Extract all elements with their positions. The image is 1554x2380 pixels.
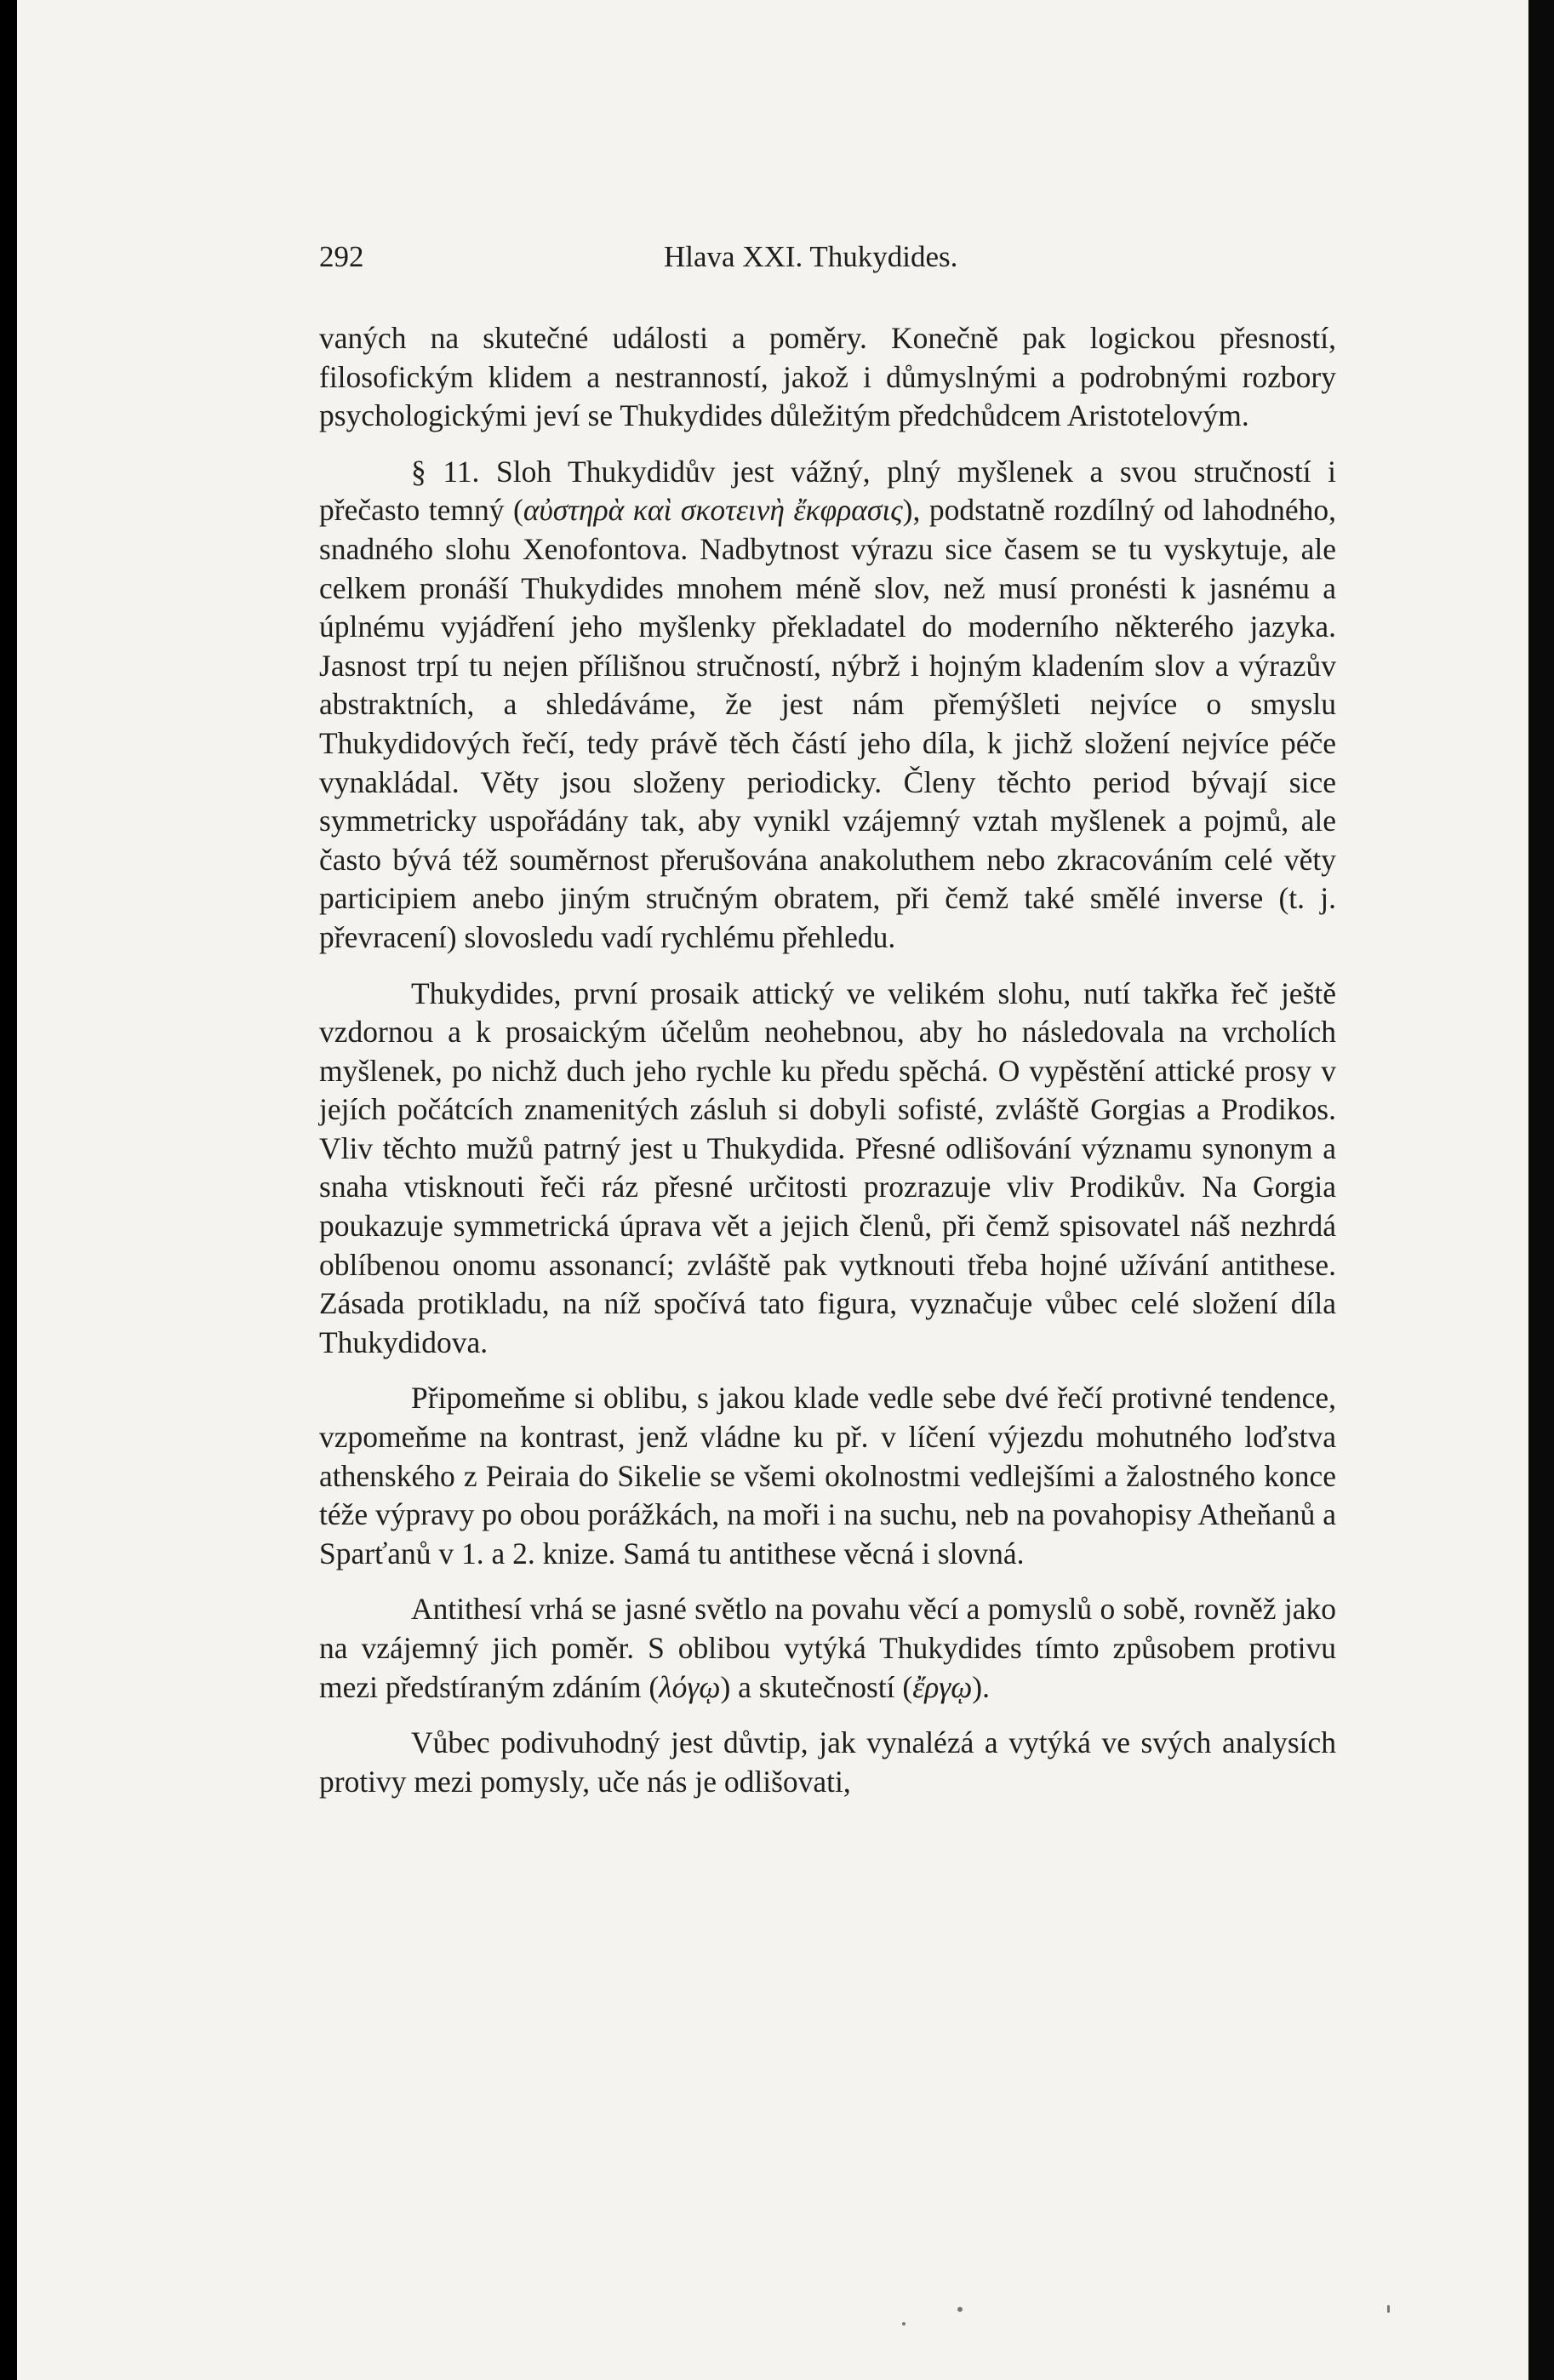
greek-phrase: αὐστηρὰ καὶ σκοτεινὴ ἔκφρασις [523,493,903,528]
paragraph-5-text-middle: ) a skutečností ( [720,1669,913,1704]
paragraph-5-text-start: Antithesí vrhá se jasné světlo na povahu věcí a pomyslů o sobě, rovněž jako na vzájemný jich poměr. S oblibou vytýká Thukydides tímto způsobem protivu mezi předstíraným zdáním ( [319,1592,1336,1704]
body-text [319,319,1336,1801]
page-number: 292 [319,240,364,273]
paragraph-5-text-end: ). [972,1669,990,1704]
paragraph-6: Vůbec podivuhodný jest důvtip, jak vynalézá a vytýká ve svých analysích protivy mezi pomysly, uče nás je odlišovati, [319,1725,1336,1799]
paragraph-1: vaných na skutečné události a poměry. Konečně pak logickou přesností, filosofickým klidem a nestranností, jakož i důmyslnými a podrobnými rozbory psychologickými jeví se Thukydides důležitým předchůdcem Aristotelovým. [319,321,1336,433]
scan-edge [1528,0,1554,2380]
book-page [17,0,1528,2380]
paragraph-3: Thukydides, první prosaik attický ve velikém slohu, nutí takřka řeč ještě vzdornou a k prosaickým účelům neohebnou, aby ho následovala na vrcholích myšlenek, po nichž duch jeho rychle ku předu spěchá. O vypěstění attické prosy v jejích počátcích znamenitých zásluh si dobyli sofisté, zvláště Gorgias a Prodikos. Vliv těchto mužů patrný jest u Thukydida. Přesné odlišování významu synonym a snaha vtisknouti řeči ráz přesné určitosti prozrazuje vliv Prodikův. Na Gorgia poukazuje symmetrická úprava vět a jejich členů, při čemž spisovatel náš nezhrdá oblíbenou onomu assonancí; zvláště pak vytknouti třeba hojné užívání antithese. Zásada protikladu, na níž spočívá tato figura, vyznačuje vůbec celé složení díla Thukydidova. [319,975,1336,1359]
paper-speck [1387,2305,1390,2313]
paragraph-2-text-start: Sloh Thukydidův jest vážný, plný myšlenek a svou stručností i přečasto temný ( [319,454,1336,528]
section-number: § 11. [411,454,480,489]
paragraph-2-text-end: ), podstatně rozdílný od lahodného, snadného slohu Xenofontova. Nadbytnost výrazu sice časem se tu vyskytuje, ale celkem pronáší Thukydides mnohem méně slov, než musí pronésti k jasnému a úplnému vyjádření jeho myšlenky překladatel do moderního některého jazyka. Jasnost trpí tu nejen přílišnou stručností, nýbrž i hojným kladením slov a výrazův abstraktních, a shledáváme, že jest nám přemýšleti nejvíce o smyslu Thukydidových řečí, tedy právě těch částí jeho díla, k jichž složení nejvíce péče vynakládal. Věty jsou složeny periodicky. Členy těchto period bývají sice symmetricky uspořádány tak, aby vynikl vzájemný vztah myšlenek a pojmů, ale často bývá též souměrnost přerušována anakoluthem nebo zkracováním celé věty participiem anebo jiným stručným obratem, při čemž také smělé inverse (t. j. převracení) slovosledu vadí rychlému přehledu. [319,493,1336,954]
greek-word-ergo: ἔργῳ [912,1669,973,1704]
paper-speck [957,2307,963,2312]
paragraph-5 [319,1590,1336,1707]
page-header [319,232,1340,283]
paragraph-4: Připomeňme si oblibu, s jakou klade vedle sebe dvé řečí protivné tendence, vzpomeňme na kontrast, jenž vládne ku př. v líčení výjezdu mohutného loďstva athenského z Peiraia do Sikelie se všemi okolnostmi vedlejšími a žalostného konce téže výpravy po obou porážkách, na moři i na suchu, neb na povahopisy Atheňanů a Sparťanů v 1. a 2. knize. Samá tu antithese věcná i slovná. [319,1381,1336,1570]
paragraph-2 [319,453,1336,958]
paper-speck [902,2322,906,2326]
greek-word-logo: λόγῳ [659,1669,721,1704]
running-title: Hlava XXI. Thukydides. [664,240,958,273]
